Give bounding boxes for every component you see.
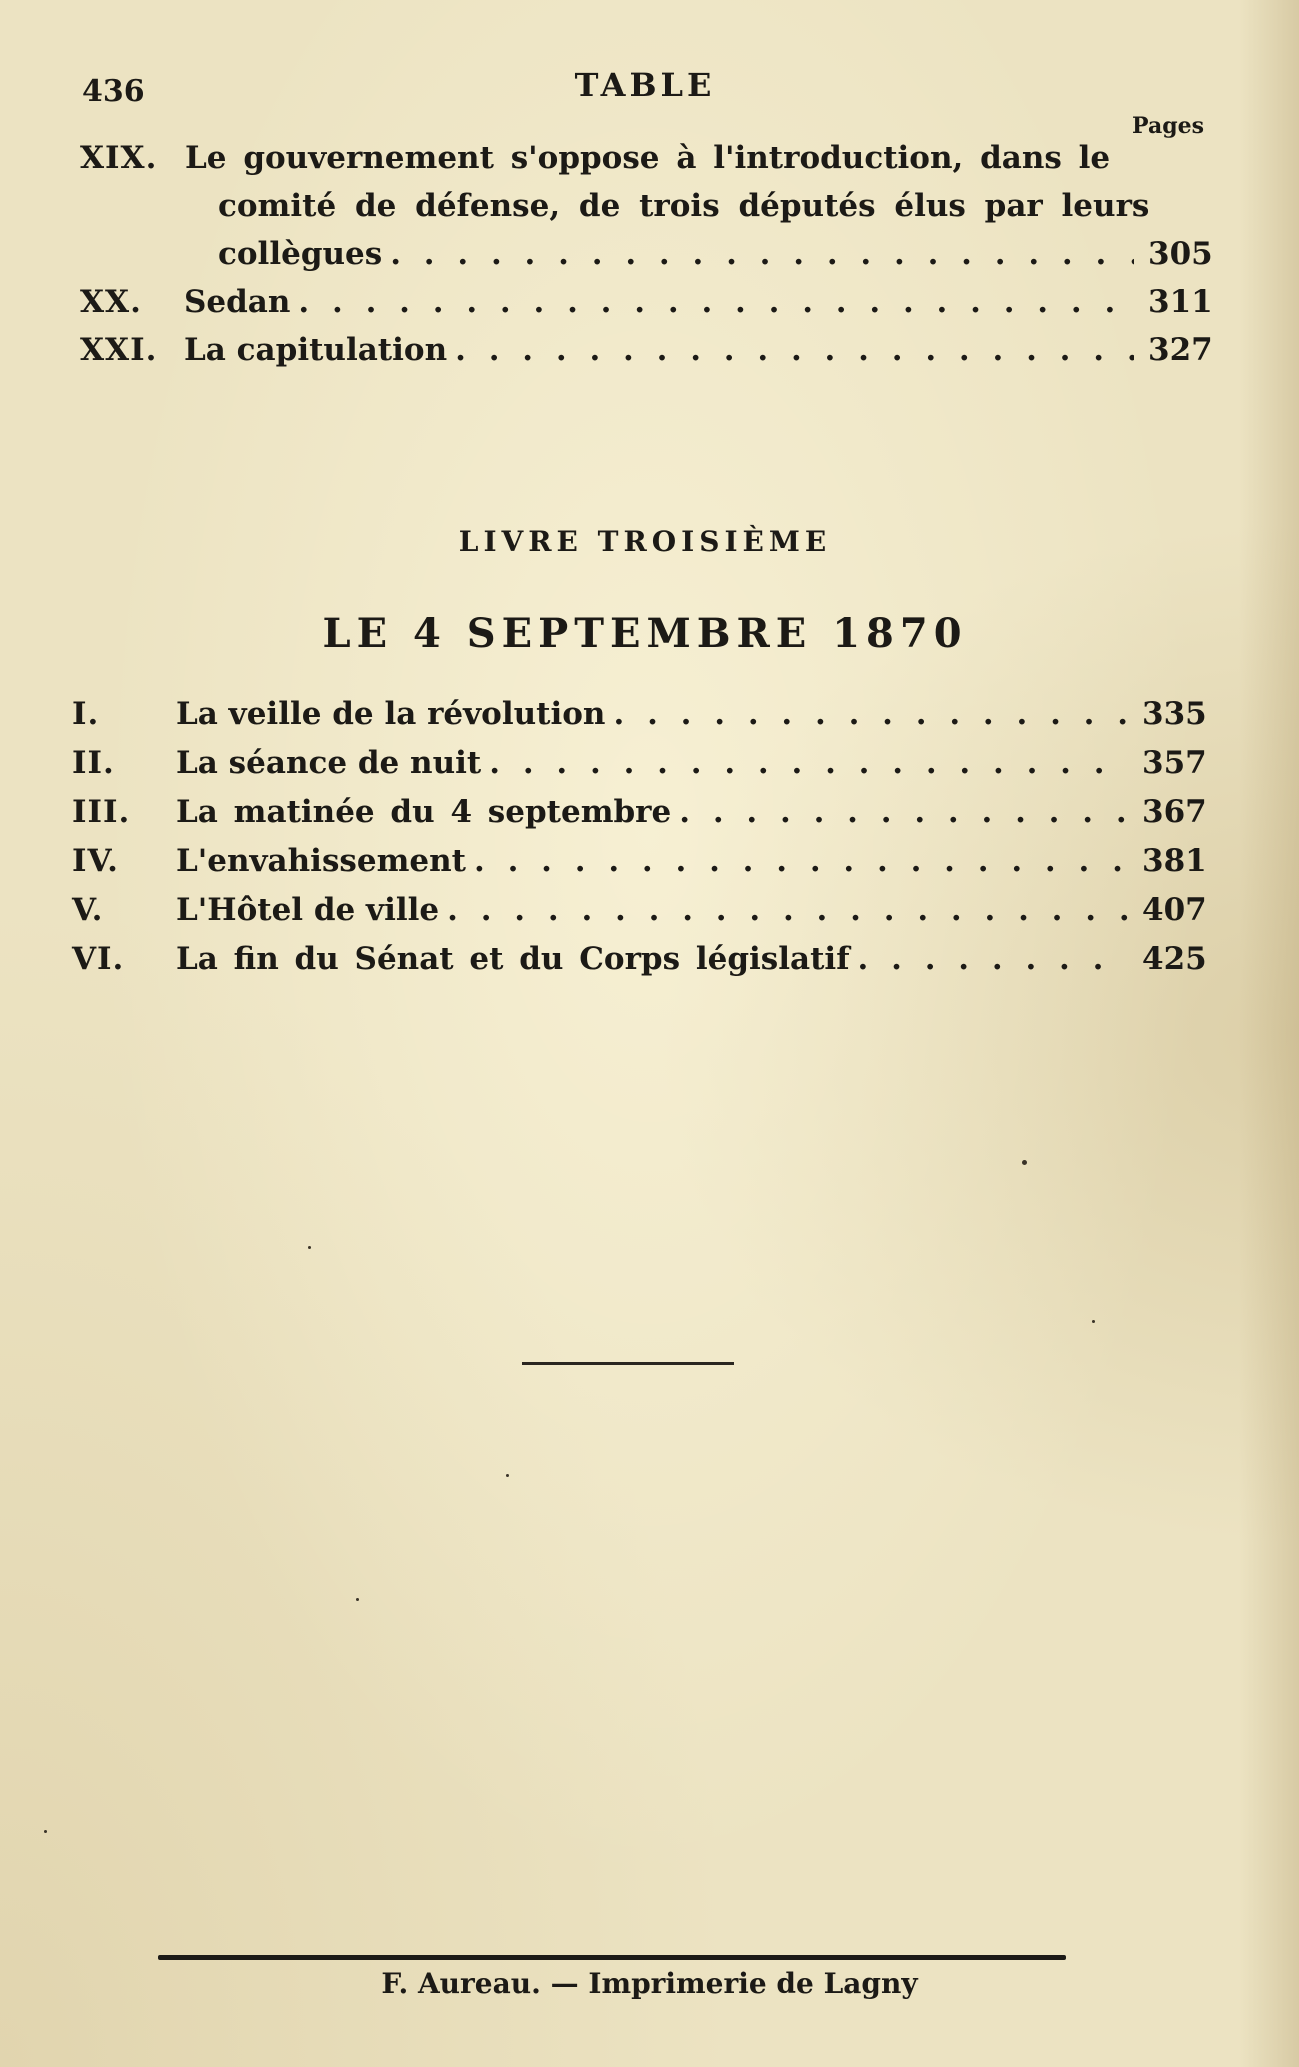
toc-entry-number: IV. xyxy=(72,843,119,879)
toc-entry-number: XIX. xyxy=(80,140,158,176)
toc-entry-page: 305 xyxy=(1148,236,1213,272)
book-subtitle: LE 4 SEPTEMBRE 1870 xyxy=(322,610,968,657)
toc-entry-number: II. xyxy=(72,745,115,781)
toc-entry-number: III. xyxy=(72,794,131,830)
toc-entry-page: 327 xyxy=(1148,332,1213,368)
leader-dots xyxy=(474,843,1128,879)
toc-entry-20 xyxy=(80,284,1213,320)
leader-dots xyxy=(858,941,1128,977)
section-end-rule xyxy=(522,1362,734,1365)
toc-entry-number: VI. xyxy=(72,941,125,977)
toc-entry-page: 407 xyxy=(1142,892,1207,928)
printer-imprint: F. Aureau. — Imprimerie de Lagny xyxy=(381,1967,918,2000)
toc-entry-page: 357 xyxy=(1142,745,1207,781)
toc-entry-21 xyxy=(80,332,1213,368)
paper-speck xyxy=(308,1246,311,1249)
toc-entry-page: 311 xyxy=(1148,284,1213,320)
paper-speck xyxy=(506,1474,509,1477)
toc-entry-title: La fin du Sénat et du Corps législatif xyxy=(176,941,850,977)
paper-speck xyxy=(1092,1320,1095,1323)
toc-entry-19-line2: comité de défense, de trois députés élus par leurs xyxy=(218,188,1150,224)
toc-entry-title: Sedan xyxy=(184,284,291,320)
paper-speck xyxy=(44,1830,47,1833)
leader-dots xyxy=(679,794,1128,830)
page-edge-shadow xyxy=(1239,0,1299,2067)
toc-entry-title: La veille de la révolution xyxy=(176,696,606,732)
toc-entry-1 xyxy=(72,696,1207,732)
toc-entry-title: La séance de nuit xyxy=(176,745,482,781)
toc-entry-title: L'Hôtel de ville xyxy=(176,892,440,928)
paper-speck xyxy=(356,1598,359,1601)
leader-dots xyxy=(613,696,1128,732)
toc-entry-title: La matinée du 4 septembre xyxy=(176,794,672,830)
leader-dots xyxy=(298,284,1134,320)
page-number: 436 xyxy=(82,74,145,109)
toc-entry-number: I. xyxy=(72,696,100,732)
toc-entry-page: 335 xyxy=(1142,696,1207,732)
paper-speck xyxy=(1022,1160,1027,1165)
leader-dots xyxy=(489,745,1128,781)
leader-dots xyxy=(455,332,1134,368)
footer-rule xyxy=(158,1955,1066,1960)
toc-entry-page: 367 xyxy=(1142,794,1207,830)
toc-entry-title-line: Le gouvernement s'oppose à l'introduction, dans le xyxy=(185,140,1111,176)
leader-dots xyxy=(390,236,1134,272)
book-label: LIVRE TROISIÈME xyxy=(458,525,832,558)
running-title: TABLE xyxy=(574,66,716,104)
toc-entry-4 xyxy=(72,843,1207,879)
toc-entry-19-line1 xyxy=(80,140,1120,176)
toc-entry-number: V. xyxy=(72,892,104,928)
toc-entry-number: XXI. xyxy=(80,332,158,368)
toc-entry-title-line: collègues xyxy=(218,236,383,272)
toc-entry-3 xyxy=(72,794,1207,830)
toc-entry-title: La capitulation xyxy=(184,332,448,368)
toc-entry-number: XX. xyxy=(80,284,142,320)
toc-entry-page: 425 xyxy=(1142,941,1207,977)
toc-entry-6 xyxy=(72,941,1207,977)
toc-entry-page: 381 xyxy=(1142,843,1207,879)
toc-entry-5 xyxy=(72,892,1207,928)
toc-entry-19-line3 xyxy=(218,236,1213,272)
leader-dots xyxy=(447,892,1128,928)
toc-entry-title: L'envahissement xyxy=(176,843,466,879)
pages-column-label: Pages xyxy=(1132,113,1204,139)
toc-entry-2 xyxy=(72,745,1207,781)
